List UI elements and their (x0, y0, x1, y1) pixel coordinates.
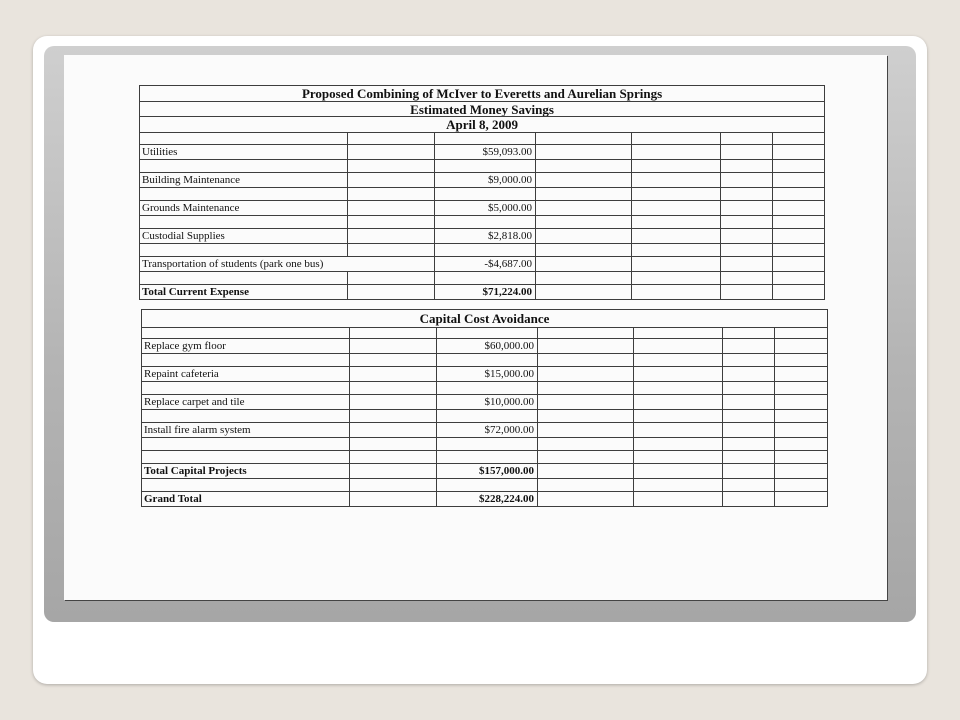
row-label: Total Current Expense (140, 285, 348, 300)
row-label: Custodial Supplies (140, 229, 348, 244)
table-row (140, 201, 825, 216)
row-amount: $60,000.00 (437, 339, 538, 354)
scanned-document (64, 55, 887, 600)
row-amount: $10,000.00 (437, 395, 538, 410)
total-capital-projects-row (142, 464, 828, 479)
savings-table-top (139, 85, 825, 300)
row-amount: $72,000.00 (437, 423, 538, 438)
row-amount: $5,000.00 (435, 201, 536, 216)
row-amount: $15,000.00 (437, 367, 538, 382)
grand-total-row (142, 492, 828, 507)
total-current-expense-row (140, 285, 825, 300)
row-label: Install fire alarm system (142, 423, 350, 438)
row-label: Grounds Maintenance (140, 201, 348, 216)
table-row (142, 395, 828, 410)
capital-cost-avoidance-heading: Capital Cost Avoidance (142, 310, 828, 328)
row-label: Transportation of students (park one bus) (140, 257, 435, 272)
row-label: Utilities (140, 145, 348, 160)
table-row (140, 257, 825, 272)
title-line-2: Estimated Money Savings (140, 102, 825, 117)
title-line-1: Proposed Combining of McIver to Everetts and Aurelian Springs (140, 86, 825, 102)
row-label: Repaint cafeteria (142, 367, 350, 382)
savings-table-bottom (141, 309, 828, 507)
row-label: Grand Total (142, 492, 350, 507)
row-label: Building Maintenance (140, 173, 348, 188)
row-amount: $228,224.00 (437, 492, 538, 507)
row-amount: $2,818.00 (435, 229, 536, 244)
table-row (142, 423, 828, 438)
row-amount: $71,224.00 (435, 285, 536, 300)
row-label: Total Capital Projects (142, 464, 350, 479)
slide-image-frame (44, 46, 916, 622)
slide (33, 36, 927, 684)
row-label: Replace gym floor (142, 339, 350, 354)
row-amount: $157,000.00 (437, 464, 538, 479)
row-amount: $9,000.00 (435, 173, 536, 188)
row-label: Replace carpet and tile (142, 395, 350, 410)
row-amount: $59,093.00 (435, 145, 536, 160)
table-row (140, 145, 825, 160)
row-amount: -$4,687.00 (435, 257, 536, 272)
table-row (140, 173, 825, 188)
title-date: April 8, 2009 (140, 117, 825, 133)
table-row (142, 339, 828, 354)
table-row (140, 229, 825, 244)
table-row (142, 367, 828, 382)
